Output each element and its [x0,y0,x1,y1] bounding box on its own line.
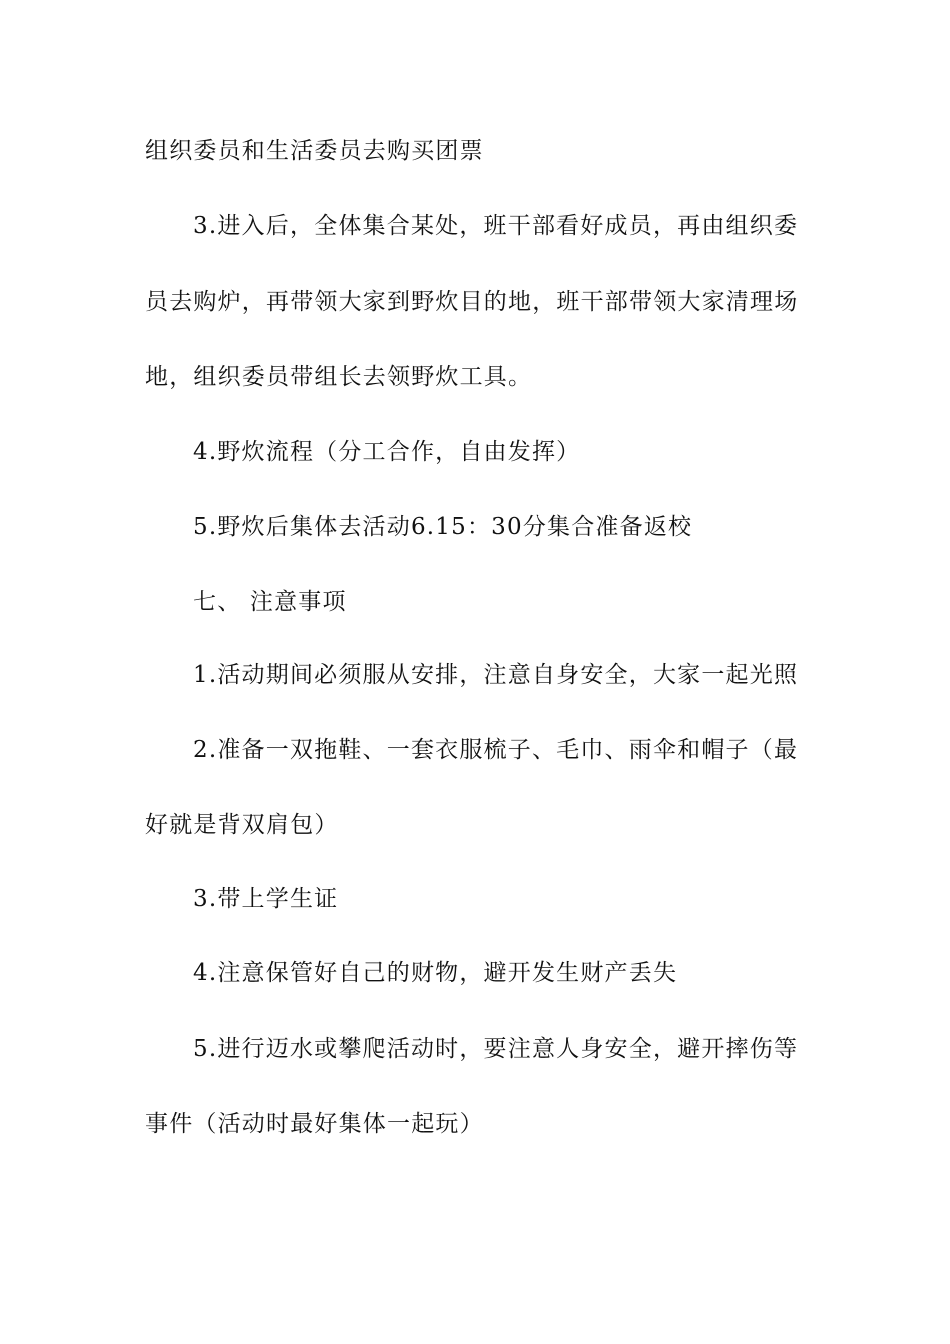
paragraph-line: 地，组织委员带组长去领野炊工具。 [145,364,533,390]
paragraph-line: 5.野炊后集体去活动6.15：30分集合准备返校 [193,514,693,540]
paragraph-line: 好就是背双肩包） [145,812,339,838]
paragraph-line: 4.野炊流程（分工合作，自由发挥） [193,439,581,465]
paragraph-line: 3.进入后，全体集合某处，班干部看好成员，再由组织委 [193,213,799,239]
paragraph-line: 2.准备一双拖鞋、一套衣服梳子、毛巾、雨伞和帽子（最 [193,737,799,763]
paragraph-line: 3.带上学生证 [193,886,339,912]
paragraph-line: 1.活动期间必须服从安排，注意自身安全，大家一起光照 [193,662,799,688]
section-heading: 七、 注意事项 [193,589,347,615]
paragraph-line: 员去购炉，再带领大家到野炊目的地，班干部带领大家清理场 [145,289,799,315]
paragraph-line: 组织委员和生活委员去购买团票 [145,138,484,164]
paragraph-line: 5.进行迈水或攀爬活动时，要注意人身安全，避开摔伤等 [193,1036,799,1062]
paragraph-line: 事件（活动时最好集体一起玩） [145,1111,484,1137]
paragraph-line: 4.注意保管好自己的财物，避开发生财产丢失 [193,960,678,986]
